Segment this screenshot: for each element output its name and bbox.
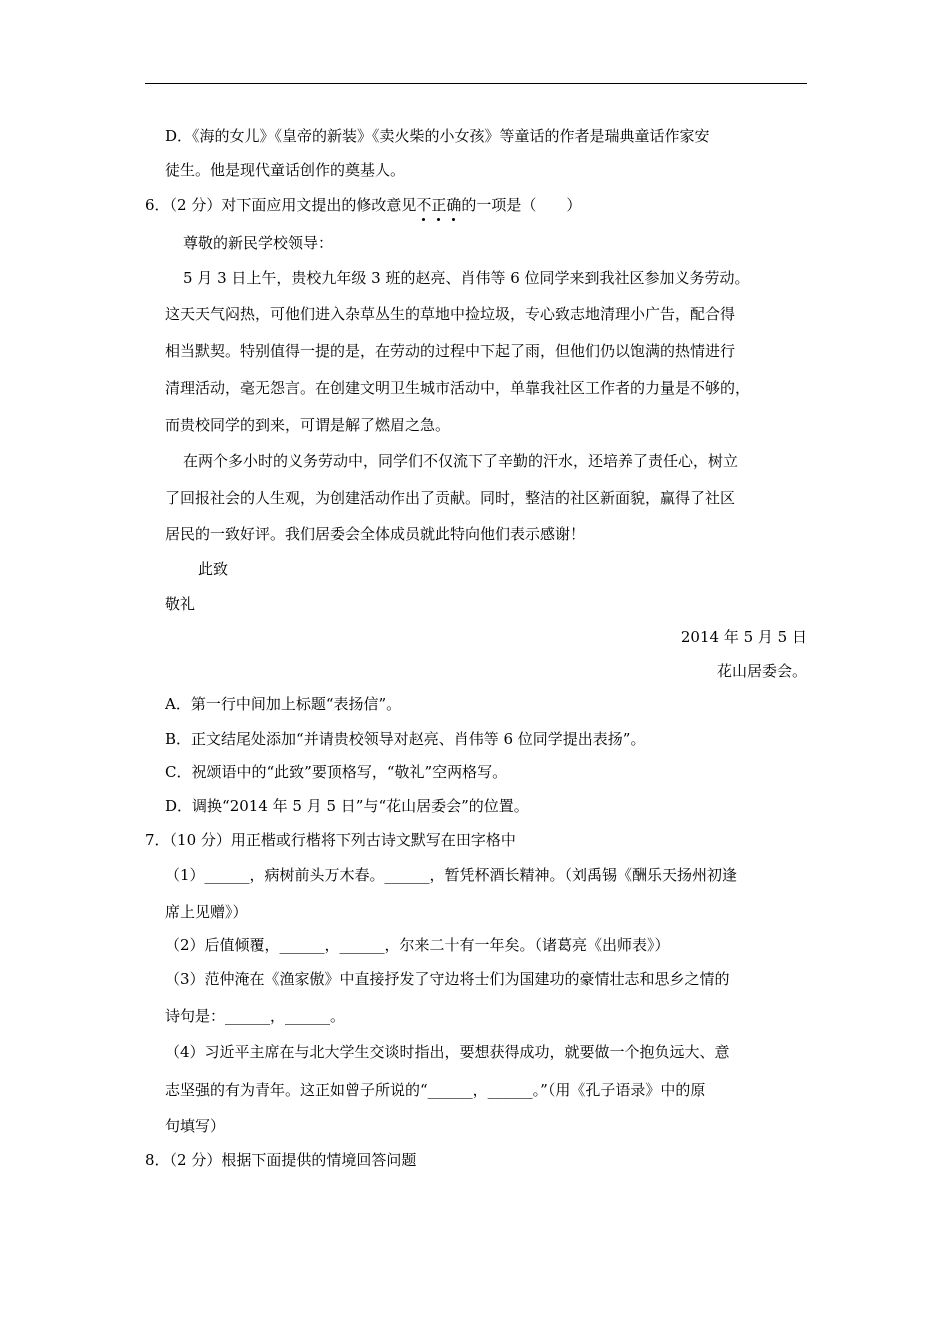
emphasis-char: 确: [446, 196, 462, 214]
question-7-item: 句填写）: [165, 1117, 226, 1135]
letter-paragraph-line: 这天天气闷热，可他们进入杂草丛生的草地中捡垃圾，专心致志地清理小广告，配合得: [165, 305, 736, 323]
prev-option-d-line2: 徒生。他是现代童话创作的奠基人。: [165, 161, 406, 179]
question-7-item: （4）习近平主席在与北大学生交谈时指出，要想获得成功，就要做一个抱负远大、意: [165, 1043, 730, 1061]
question-7-item: （2）后值倾覆，______，______，尔来二十有一年矣。（诸葛亮《出师表》）: [165, 936, 670, 954]
question-7-item: （1）______，病树前头万木春。______，暂凭杯酒长精神。（刘禹锡《酬乐天扬州初逢: [165, 866, 738, 884]
letter-paragraph-line: 在两个多小时的义务劳动中，同学们不仅流下了辛勤的汗水，还培养了责任心，树立: [183, 452, 739, 470]
header-rule: [145, 83, 807, 84]
emphasis-char: 正: [431, 196, 447, 214]
letter-date: 2014 年 5 月 5 日: [680, 628, 807, 646]
question-8-stem: 8．（2 分）根据下面提供的情境回答问题: [145, 1151, 417, 1169]
question-6-stem: [145, 195, 581, 215]
letter-closing-2: 敬礼: [165, 595, 196, 613]
letter-paragraph-line: 了回报社会的人生观，为创建活动作出了贡献。同时，整洁的社区新面貌，赢得了社区: [165, 489, 736, 507]
question-6-stem-text: 6．（2 分）对下面应用文提出的修改意见: [145, 196, 417, 214]
question-7-item: 志坚强的有为青年。这正如曾子所说的“______，______。”（用《孔子语录》中的原: [165, 1081, 706, 1099]
letter-paragraph-line: 而贵校同学的到来，可谓是解了燃眉之急。: [165, 416, 451, 434]
letter-salutation: 尊敬的新民学校领导：: [183, 234, 334, 252]
letter-paragraph-line: 5 月 3 日上午，贵校九年级 3 班的赵亮、肖伟等 6 位同学来到我社区参加义务劳动。: [183, 269, 750, 287]
letter-paragraph-line: 居民的一致好评。我们居委会全体成员就此特向他们表示感谢！: [165, 525, 586, 543]
question-6-option-c: C．祝颂语中的“此致”要顶格写，“敬礼”空两格写。: [165, 763, 508, 781]
question-6-option-b: B．正文结尾处添加“并请贵校领导对赵亮、肖伟等 6 位同学提出表扬”。: [165, 730, 646, 748]
question-7-item: 诗句是：______，______。: [165, 1007, 346, 1025]
question-7-item: （3）范仲淹在《渔家傲》中直接抒发了守边将士们为国建功的豪情壮志和思乡之情的: [165, 970, 730, 988]
question-6-option-d: D．调换“2014 年 5 月 5 日”与“花山居委会”的位置。: [165, 797, 529, 815]
emphasis-char: 不: [416, 196, 432, 214]
question-7-item: 席上见赠》）: [165, 903, 248, 921]
prev-option-d-line1: D．《海的女儿》《皇帝的新装》《卖火柴的小女孩》等童话的作者是瑞典童话作家安: [165, 127, 710, 145]
question-7-stem: 7．（10 分）用正楷或行楷将下列古诗文默写在田字格中: [145, 831, 516, 849]
question-6-option-a: A．第一行中间加上标题“表扬信”。: [165, 695, 402, 713]
letter-signature: 花山居委会。: [716, 662, 807, 680]
letter-paragraph-line: 清理活动，毫无怨言。在创建文明卫生城市活动中，单靠我社区工作者的力量是不够的，: [165, 379, 751, 397]
letter-closing-1: 此致: [198, 560, 229, 578]
letter-paragraph-line: 相当默契。特别值得一提的是，在劳动的过程中下起了雨，但他们仍以饱满的热情进行: [165, 342, 736, 360]
question-6-stem-text: 的一项是（ ）: [461, 196, 582, 214]
